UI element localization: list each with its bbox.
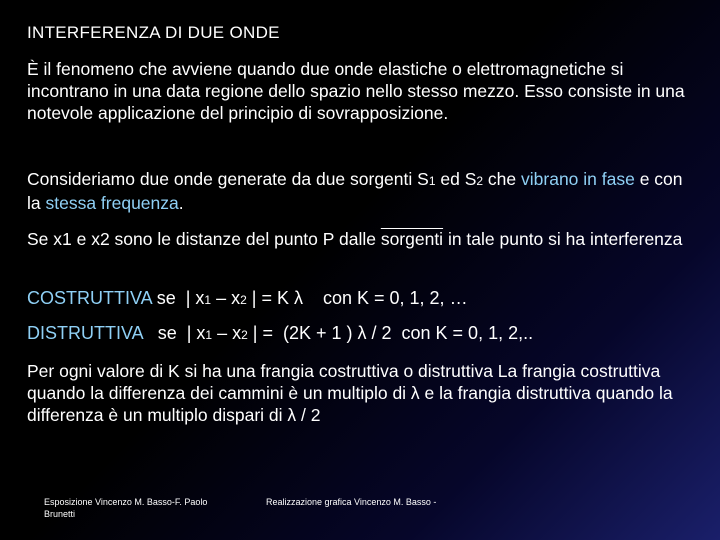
sources-paragraph — [27, 168, 697, 214]
sources-text-e: . — [178, 193, 184, 213]
distances-paragraph — [27, 228, 697, 250]
distances-text-a: Se x1 e x2 sono le distanze del punto P dalle — [27, 229, 381, 249]
sources-text-d: e con la — [27, 169, 683, 213]
sources-sub-2: 2 — [476, 174, 484, 188]
destructive-label: DISTRUTTIVA — [27, 323, 143, 343]
sources-text-c: che — [483, 169, 522, 189]
fringe-paragraph: Per ogni valore di K si ha una frangia costruttiva o distruttiva La frangia costruttiva quando la differenza dei cammini è un multiplo di λ e la frangia distruttiva quando la differenza è un multiplo dispari di λ / 2 — [27, 361, 673, 425]
destructive-condition — [27, 322, 533, 346]
constructive-sub-2: 2 — [240, 293, 247, 307]
footer-right: Realizzazione grafica Vincenzo M. Basso - — [266, 497, 437, 507]
slide-title: INTERFERENZA DI DUE ONDE — [27, 23, 280, 42]
constructive-se: se | x — [151, 288, 205, 308]
constructive-condition — [27, 287, 468, 311]
destructive-se: se | x — [142, 323, 206, 343]
sources-text-a: Consideriamo due onde generate da due sorgenti S — [27, 169, 429, 189]
constructive-label: COSTRUTTIVA — [27, 288, 152, 308]
sources-sub-1: 1 — [428, 174, 436, 188]
sorgenti-overlined-word: sorgenti — [380, 229, 444, 249]
intro-paragraph: È il fenomeno che avviene quando due onde elastiche o elettromagnetiche si incontrano in una data regione dello spazio nello stesso mezzo. Esso consiste in una notevole applicazione del principio di sovrapposizione. — [27, 59, 685, 123]
destructive-mid: – x — [212, 323, 242, 343]
constructive-sub-1: 1 — [204, 293, 212, 307]
sources-text-b: ed S — [435, 169, 477, 189]
distances-text-b: in tale punto si ha interferenza — [443, 229, 683, 249]
constructive-mid: – x — [211, 288, 241, 308]
in-phase-highlight: vibrano in fase — [521, 169, 635, 189]
same-frequency-highlight: stessa frequenza — [45, 193, 179, 213]
footer-left: Esposizione Vincenzo M. Basso-F. Paolo Brunetti — [44, 497, 208, 519]
destructive-sub-1: 1 — [205, 328, 213, 342]
destructive-formula: | = (2K + 1 ) λ / 2 con K = 0, 1, 2,.. — [247, 323, 534, 343]
constructive-formula: | = K λ con K = 0, 1, 2, … — [246, 288, 468, 308]
destructive-sub-2: 2 — [241, 328, 248, 342]
